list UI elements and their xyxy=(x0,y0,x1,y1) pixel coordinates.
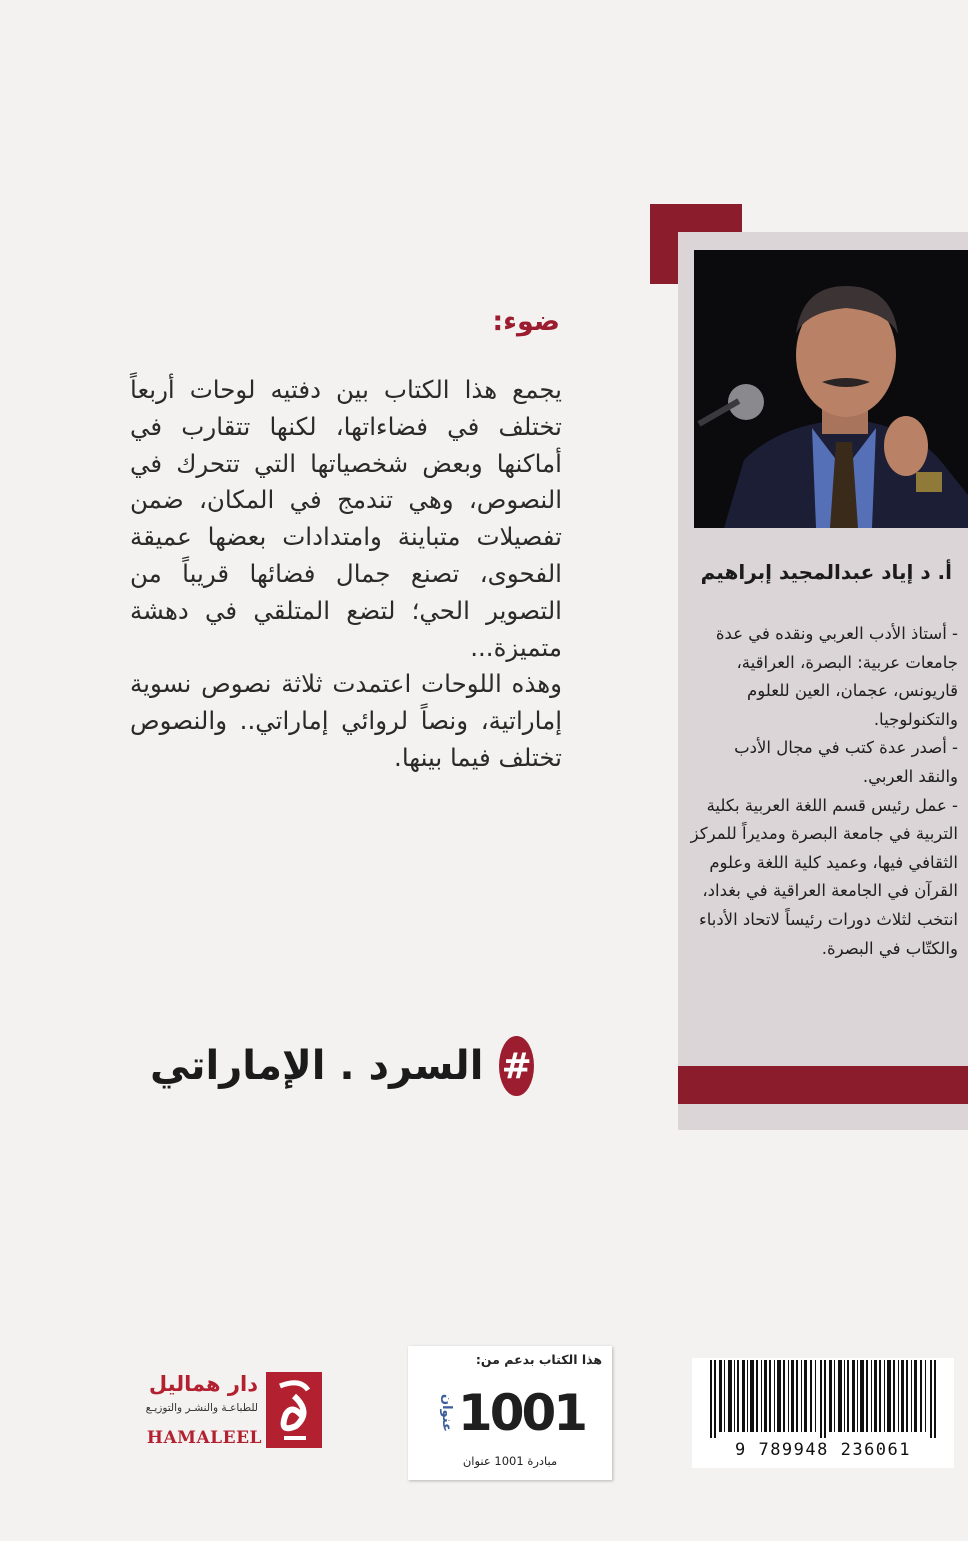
sponsor-card xyxy=(408,1346,612,1480)
author-bio xyxy=(690,620,958,963)
book-description xyxy=(130,372,562,777)
publisher-name: دار هماليل xyxy=(148,1372,258,1396)
hamaleel-logo-icon xyxy=(266,1372,322,1448)
panel-bottom-bar xyxy=(678,1066,968,1104)
sponsor-footer: مبادرة 1001 عنوان xyxy=(462,1454,558,1468)
sponsor-logo-word: عنوان xyxy=(438,1394,454,1432)
author-photo xyxy=(694,250,968,528)
isbn-barcode xyxy=(692,1358,954,1468)
sponsor-logo xyxy=(438,1376,586,1450)
series-title: السرد . الإماراتي xyxy=(150,1043,484,1089)
author-bio-item: - أستاذ الأدب العربي ونقده في عدة جامعات عربية: البصرة، العراقية، قاريونس، عجمان، العين للعلوم والتكنولوجيا. xyxy=(715,624,958,729)
hash-icon: # xyxy=(499,1036,534,1096)
barcode-icon xyxy=(700,1360,946,1438)
author-name: أ. د إياد عبدالمجيد إبراهيم xyxy=(700,560,952,584)
author-bio-item: - عمل رئيس قسم اللغة العربية بكلية التربية في جامعة البصرة ومديراً للمركز الثقافي فيها، وعميد كلية اللغة وعلوم القرآن في الجامعة العراقية في بغداد، انتخب لثلاث دورات رئيساً لاتحاد الأدباء والكتّاب في البصرة. xyxy=(690,795,958,958)
description-paragraph: يجمع هذا الكتاب بين دفتيه لوحات أربعاً تختلف في فضاءاتها، لكنها تتقارب في أماكنها وبعض شخصياتها التي تتحرك في النصوص، وهي تندمج في المكان، ضمن تفصيلات متباينة وامتدادات بعضها عميقة الفحوى، تصنع جمال فضائها قريباً من التصوير الحي؛ لتضع المتلقي في دهشة متميزة... xyxy=(130,375,562,662)
author-bio-item: - أصدر عدة كتب في مجال الأدب والنقد العربي. xyxy=(734,738,958,786)
isbn-number: 9 789948 236061 xyxy=(734,1440,912,1460)
publisher-latin-name: HAMALEEL xyxy=(146,1428,262,1448)
publisher-tagline: للطباعـة والنشـر والتوزيـع xyxy=(145,1402,258,1414)
author-portrait-icon xyxy=(694,250,968,528)
series-label xyxy=(150,1030,534,1102)
publisher-logo xyxy=(118,1360,330,1460)
description-paragraph: وهذه اللوحات اعتمدت ثلاثة نصوص نسوية إماراتية، ونصاً لروائي إماراتي.. والنصوص تختلف فيما بينها. xyxy=(130,669,562,772)
sponsor-caption: هذا الكتاب بدعم من: xyxy=(475,1352,602,1367)
sponsor-logo-number: 1001 xyxy=(457,1384,586,1442)
section-heading: ضوء: xyxy=(492,306,560,337)
